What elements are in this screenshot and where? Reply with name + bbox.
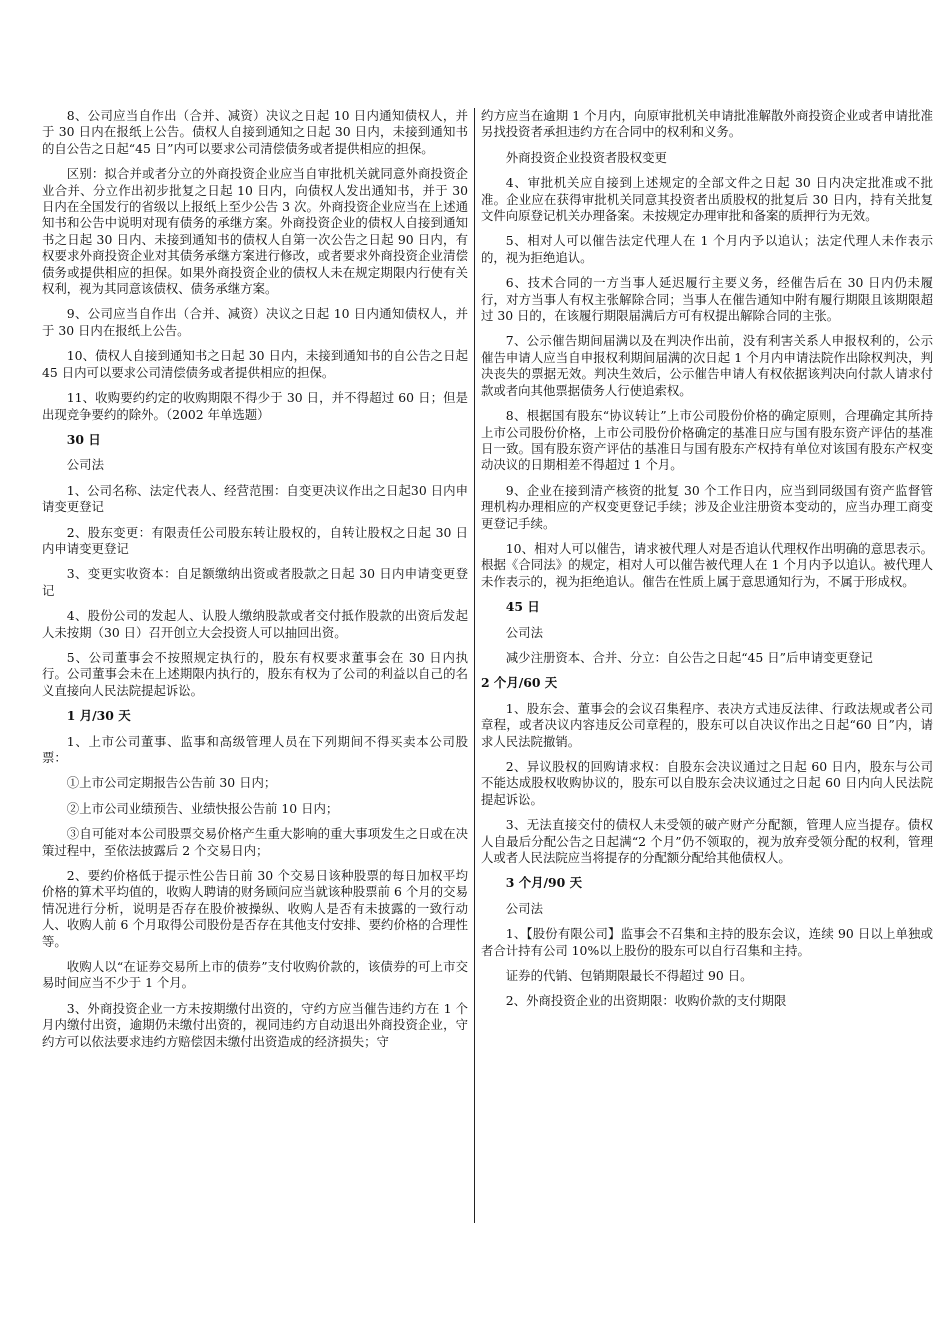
paragraph: 9、公司应当自作出（合并、减资）决议之日起 10 日内通知债权人，并于 30 日内在报纸上公告。 [42,306,468,338]
paragraph: 收购人以“在证券交易所上市的债券”支付收购价款的，该债券的可上市交易时间应当不少于 1 个月。 [42,959,468,991]
paragraph: 区别：拟合并或者分立的外商投资企业应当自审批机关就同意外商投资企业合并、分立作出初步批复之日起 10 日内，向债权人发出通知书，并于 30 日内在全国发行的省级以上报纸上至少公告 3 次。外商投资企业应当在上述通知书和公告中说明对现有债务的承继方案。外商投资企业的债权人自接到通知书之日起 30 日内、未接到通知书的债权人自第一次公告之日起 90 日内，有权要求外商投资企业对其债务承继方案进行修改，或者要求外商投资企业清偿债务或提供相应的担保。如果外商投资企业的债权人未在规定期限内行使有关权利，视为其同意该债权、债务承继方案。 [42,166,472,297]
paragraph: 1、公司名称、法定代表人、经营范围：自变更决议作出之日起30 日内申请变更登记 [42,482,468,515]
paragraph: 4、股份公司的发起人、认股人缴纳股款或者交付抵作股款的出资后发起人未按期（30 日）召开创立大会投资人可以抽回出资。 [42,608,468,640]
paragraph: 8、根据国有股东“协议转让”上市公司股份价格的确定原则，合理确定其所持上市公司股份价格，上市公司股份价格确定的基准日应与国有股东资产评估的基准日一致。国有股东资产评估的基准日与国有股东产权持有单位对该国有股东产权变动决议的日期相差不得超过 1 个月。 [481,408,933,473]
paragraph: 7、公示催告期间届满以及在判决作出前，没有利害关系人申报权利的，公示催告申请人应当自申报权利期间届满的次日起 1 个月内申请法院作出除权判决，判决丧失的票据无效。判决生效后，公示催告申请人有权依据该判决向付款人请求付款或者向其他票据债务人行使追索权。 [481,333,933,398]
paragraph: 3、变更实收资本：自足额缴纳出资或者股款之日起 30 日内申请变更登记 [42,566,468,598]
section-heading: 2 个月/60 天 [481,675,558,691]
paragraph: 2、要约价格低于提示性公告日前 30 个交易日该种股票的每日加权平均价格的算术平均值的，收购人聘请的财务顾问应当就该种股票前 6 个月的交易情况进行分析，说明是否存在股价被操纵、收购人是否有未披露的一致行动人、收购人前 6 个月取得公司股份是否存在其他支付安排、要约价格的合理性等。 [42,868,468,949]
list-item: ③自可能对本公司股票交易价格产生重大影响的重大事项发生之日或在决策过程中，至依法披露后 2 个交易日内； [42,826,468,858]
paragraph: 10、债权人自接到通知书之日起 30 日内，未接到通知书的自公告之日起 45 日内可以要求公司清偿债务或者提供相应的担保。 [42,348,472,380]
paragraph: 5、相对人可以催告法定代理人在 1 个月内予以追认；法定代理人未作表示的，视为拒绝追认。 [481,233,933,265]
paragraph: 减少注册资本、合并、分立：自公告之日起“45 日”后申请变更登记 [505,649,873,665]
left-column [42,108,472,1059]
paragraph: 约方应当在逾期 1 个月内，向原审批机关申请批准解散外商投资企业或者申请批准另找投资者承担违约方在合同中的权利和义务。 [481,108,933,140]
paragraph: 9、企业在接到清产核资的批复 30 个工作日内，应当到同级国有资产监督管理机构办理相应的产权变更登记手续；涉及企业注册资本变动的，应当办理工商变更登记手续。 [481,482,933,531]
paragraph: 1、上市公司董事、监事和高级管理人员在下列期间不得买卖本公司股票： [42,733,468,765]
list-item: ②上市公司业绩预告、业绩快报公告前 10 日内； [66,800,339,816]
paragraph: 1、股东会、董事会的会议召集程序、表决方式违反法律、行政法规或者公司章程，或者决议内容违反公司章程的，股东可以自决议作出之日起“60 日”内，请求人民法院撤销。 [481,700,933,749]
paragraph: 2、异议股权的回购请求权：自股东会决议通过之日起 60 日内，股东与公司不能达成股权收购协议的，股东可以自股东会决议通过之日起 60 日内向人民法院提起诉讼。 [481,759,933,807]
paragraph: 8、公司应当自作出（合并、减资）决议之日起 10 日内通知债权人，并于 30 日内在报纸上公告。债权人自接到通知之日起 30 日内，未接到通知书的自公告之日起“45 日”内可以要求公司清偿债务或者提供相应的担保。 [42,108,468,156]
paragraph: 4、审批机关应自接到上述规定的全部文件之日起 30 日内决定批准或不批准。企业应在获得审批机关同意其投资者出质股权的批复后 30 日内，持有关批复文件向原登记机关办理备案。未按规定办理审批和备案的质押行为无效。 [481,175,933,224]
list-item: ①上市公司定期报告公告前 30 日内； [66,775,277,791]
paragraph: 5、公司董事会不按照规定执行的，股东有权要求董事会在 30 日内执行。公司董事会未在上述期限内执行的，股东有权为了公司的利益以自己的名义直接向人民法院提起诉讼。 [42,649,468,698]
paragraph: 证券的代销、包销期限最长不得超过 90 日。 [505,968,753,984]
paragraph: 2、外商投资企业的出资期限：收购价款的支付期限 [505,993,787,1009]
subheading: 外商投资企业投资者股权变更 [505,149,667,165]
subheading: 公司法 [66,457,104,473]
subheading: 公司法 [505,624,543,640]
section-heading: 3 个月/90 天 [505,875,582,891]
section-heading: 30 日 [66,431,101,447]
paragraph: 3、外商投资企业一方未按期缴付出资的，守约方应当催告违约方在 1 个月内缴付出资，逾期仍未缴付出资的，视同违约方自动退出外商投资企业，守约方可以依法要求违约方赔偿因未缴付出资造成的经济损失；守 [42,1000,468,1049]
paragraph: 10、相对人可以催告，请求被代理人对是否追认代理权作出明确的意思表示。根据《合同法》的规定，相对人可以催告被代理人在 1 个月内予以追认。被代理人未作表示的，视为拒绝追认。催告在性质上属于意思通知行为，不属于形成权。 [481,540,933,589]
section-heading: 1 月/30 天 [66,708,131,724]
column-divider [474,108,475,1223]
paragraph: 2、股东变更：有限责任公司股东转让股权的，自转让股权之日起 30 日内申请变更登记 [42,524,468,556]
right-column [481,108,933,1019]
paragraph: 11、收购要约约定的收购期限不得少于 30 日，并不得超过 60 日；但是出现竞争要约的除外。（2002 年单选题） [42,390,468,422]
section-heading: 45 日 [505,599,540,615]
paragraph: 6、技术合同的一方当事人延迟履行主要义务，经催告后在 30 日内仍未履行，对方当事人有权主张解除合同；当事人在催告通知中附有履行期限且该期限超过 30 日的，在该履行期限届满后方可有权提出解除合同的主张。 [481,275,933,324]
paragraph: 1、【股份有限公司】监事会不召集和主持的股东会议，连续 90 日以上单独或者合计持有公司 10%以上股份的股东可以自行召集和主持。 [481,926,933,958]
paragraph: 3、无法直接交付的债权人未受领的破产财产分配额，管理人应当提存。债权人自最后分配公告之日起满“2 个月”仍不领取的，视为放弃受领分配的权利，管理人或者人民法院应当将提存的分配额分配给其他债权人。 [481,817,933,866]
subheading: 公司法 [505,900,543,916]
document-page [42,108,942,1228]
